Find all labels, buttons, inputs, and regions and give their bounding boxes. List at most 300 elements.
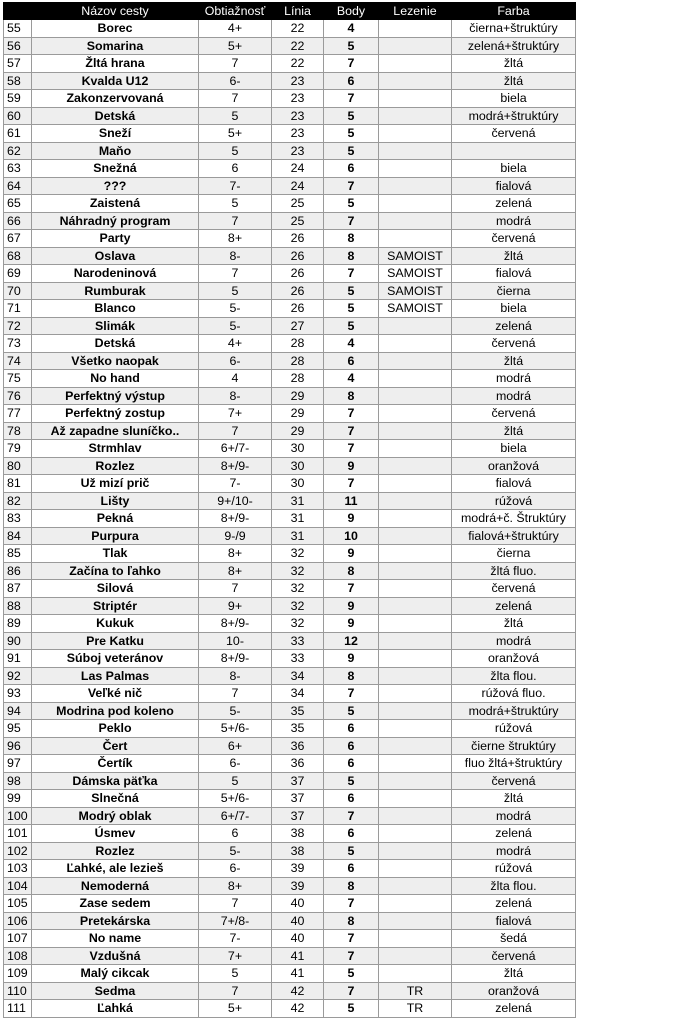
climbing-cell — [379, 387, 452, 405]
row-spacer — [576, 877, 686, 895]
points-cell: 9 — [324, 510, 379, 528]
route-name-cell: Dámska päťka — [32, 772, 199, 790]
row-spacer — [576, 90, 686, 108]
route-id-cell: 76 — [4, 387, 32, 405]
difficulty-cell: 6- — [199, 860, 272, 878]
line-cell: 27 — [272, 317, 324, 335]
points-cell: 5 — [324, 842, 379, 860]
climbing-cell — [379, 912, 452, 930]
route-id-cell: 99 — [4, 790, 32, 808]
color-cell: rúžová — [452, 860, 576, 878]
color-cell: žltá — [452, 615, 576, 633]
climbing-cell — [379, 545, 452, 563]
color-cell: zelená — [452, 825, 576, 843]
route-name-cell: Perfektný zostup — [32, 405, 199, 423]
table-row — [4, 37, 686, 55]
route-name-cell: Somarina — [32, 37, 199, 55]
points-cell: 4 — [324, 335, 379, 353]
climbing-cell — [379, 667, 452, 685]
color-cell: oranžová — [452, 982, 576, 1000]
table-row — [4, 790, 686, 808]
route-name-cell: Oslava — [32, 247, 199, 265]
points-cell: 5 — [324, 195, 379, 213]
difficulty-cell: 8- — [199, 667, 272, 685]
color-cell: modrá — [452, 807, 576, 825]
route-name-cell: Všetko naopak — [32, 352, 199, 370]
route-id-cell: 70 — [4, 282, 32, 300]
difficulty-cell: 5+ — [199, 1000, 272, 1018]
route-name-cell: Pretekárska — [32, 912, 199, 930]
difficulty-cell: 7 — [199, 895, 272, 913]
climbing-cell — [379, 877, 452, 895]
route-name-cell: Purpura — [32, 527, 199, 545]
row-spacer — [576, 685, 686, 703]
color-cell: červená — [452, 947, 576, 965]
route-id-cell: 90 — [4, 632, 32, 650]
table-row — [4, 720, 686, 738]
route-name-cell: Úsmev — [32, 825, 199, 843]
line-cell: 38 — [272, 825, 324, 843]
climbing-cell — [379, 510, 452, 528]
line-cell: 36 — [272, 755, 324, 773]
color-cell: biela — [452, 300, 576, 318]
points-cell: 6 — [324, 860, 379, 878]
climbing-cell — [379, 317, 452, 335]
route-name-cell: Ľahké, ale lezieš — [32, 860, 199, 878]
points-cell: 7 — [324, 947, 379, 965]
table-row — [4, 702, 686, 720]
table-row — [4, 20, 686, 38]
color-cell: žltá — [452, 72, 576, 90]
climbing-cell — [379, 142, 452, 160]
climbing-cell: SAMOIST — [379, 282, 452, 300]
color-cell: zelená — [452, 597, 576, 615]
difficulty-cell: 8+ — [199, 562, 272, 580]
row-spacer — [576, 545, 686, 563]
route-id-cell: 89 — [4, 615, 32, 633]
route-name-cell: Zase sedem — [32, 895, 199, 913]
route-name-cell: Rozlez — [32, 842, 199, 860]
difficulty-cell: 7 — [199, 265, 272, 283]
difficulty-cell: 6- — [199, 755, 272, 773]
points-cell: 8 — [324, 562, 379, 580]
points-cell: 5 — [324, 125, 379, 143]
table-row — [4, 422, 686, 440]
line-cell: 24 — [272, 160, 324, 178]
difficulty-cell: 8+ — [199, 230, 272, 248]
route-id-cell: 87 — [4, 580, 32, 598]
row-spacer — [576, 212, 686, 230]
difficulty-cell: 8- — [199, 387, 272, 405]
points-cell: 6 — [324, 825, 379, 843]
difficulty-cell: 10- — [199, 632, 272, 650]
route-name-cell: Sneží — [32, 125, 199, 143]
row-spacer — [576, 195, 686, 213]
points-cell: 7 — [324, 982, 379, 1000]
color-cell: fialová+štruktúry — [452, 527, 576, 545]
climbing-cell — [379, 720, 452, 738]
route-name-cell: Veľké nič — [32, 685, 199, 703]
route-name-cell: Party — [32, 230, 199, 248]
difficulty-cell: 4+ — [199, 335, 272, 353]
points-cell: 7 — [324, 440, 379, 458]
row-spacer — [576, 387, 686, 405]
route-id-cell: 56 — [4, 37, 32, 55]
line-cell: 26 — [272, 282, 324, 300]
route-id-cell: 84 — [4, 527, 32, 545]
points-cell: 9 — [324, 615, 379, 633]
line-cell: 22 — [272, 55, 324, 73]
header-line: Línia — [272, 3, 324, 20]
table-row — [4, 142, 686, 160]
table-row — [4, 597, 686, 615]
color-cell: fialová — [452, 265, 576, 283]
color-cell: zelená — [452, 195, 576, 213]
difficulty-cell: 7 — [199, 580, 272, 598]
line-cell: 33 — [272, 632, 324, 650]
row-spacer — [576, 825, 686, 843]
route-id-cell: 110 — [4, 982, 32, 1000]
line-cell: 36 — [272, 737, 324, 755]
difficulty-cell: 8+ — [199, 877, 272, 895]
row-spacer — [576, 370, 686, 388]
climbing-cell — [379, 405, 452, 423]
difficulty-cell: 8+/9- — [199, 615, 272, 633]
table-row — [4, 387, 686, 405]
table-row — [4, 807, 686, 825]
route-name-cell: Modrina pod koleno — [32, 702, 199, 720]
line-cell: 33 — [272, 650, 324, 668]
line-cell: 22 — [272, 20, 324, 38]
table-row — [4, 650, 686, 668]
route-name-cell: Čert — [32, 737, 199, 755]
row-spacer — [576, 720, 686, 738]
color-cell: modrá+štruktúry — [452, 107, 576, 125]
difficulty-cell: 9+/10- — [199, 492, 272, 510]
line-cell: 29 — [272, 387, 324, 405]
route-id-cell: 104 — [4, 877, 32, 895]
row-spacer — [576, 265, 686, 283]
climbing-cell — [379, 20, 452, 38]
color-cell: čierna+štruktúry — [452, 20, 576, 38]
points-cell: 7 — [324, 55, 379, 73]
row-spacer — [576, 440, 686, 458]
row-spacer — [576, 930, 686, 948]
color-cell: modrá — [452, 632, 576, 650]
route-id-cell: 88 — [4, 597, 32, 615]
row-spacer — [576, 895, 686, 913]
points-cell: 7 — [324, 685, 379, 703]
table-row — [4, 545, 686, 563]
table-row — [4, 632, 686, 650]
line-cell: 25 — [272, 212, 324, 230]
difficulty-cell: 8+/9- — [199, 457, 272, 475]
climbing-cell — [379, 597, 452, 615]
color-cell: modrá+štruktúry — [452, 702, 576, 720]
table-row — [4, 300, 686, 318]
route-id-cell: 66 — [4, 212, 32, 230]
route-name-cell: Detská — [32, 107, 199, 125]
difficulty-cell: 7- — [199, 177, 272, 195]
header-color: Farba — [452, 3, 576, 20]
route-id-cell: 78 — [4, 422, 32, 440]
line-cell: 40 — [272, 895, 324, 913]
color-cell: žltá — [452, 422, 576, 440]
row-spacer — [576, 737, 686, 755]
route-name-cell: Sedma — [32, 982, 199, 1000]
route-id-cell: 63 — [4, 160, 32, 178]
header-id — [4, 3, 32, 20]
route-name-cell: Žltá hrana — [32, 55, 199, 73]
route-name-cell: Perfektný výstup — [32, 387, 199, 405]
route-name-cell: Slnečná — [32, 790, 199, 808]
color-cell: modrá — [452, 370, 576, 388]
route-id-cell: 83 — [4, 510, 32, 528]
line-cell: 35 — [272, 702, 324, 720]
points-cell: 5 — [324, 772, 379, 790]
table-row — [4, 457, 686, 475]
color-cell: žltá — [452, 247, 576, 265]
line-cell: 37 — [272, 807, 324, 825]
difficulty-cell: 9+ — [199, 597, 272, 615]
points-cell: 5 — [324, 37, 379, 55]
difficulty-cell: 6+/7- — [199, 440, 272, 458]
route-id-cell: 57 — [4, 55, 32, 73]
route-id-cell: 109 — [4, 965, 32, 983]
difficulty-cell: 6+/7- — [199, 807, 272, 825]
line-cell: 32 — [272, 545, 324, 563]
difficulty-cell: 5+ — [199, 37, 272, 55]
route-id-cell: 65 — [4, 195, 32, 213]
route-name-cell: Maňo — [32, 142, 199, 160]
row-spacer — [576, 282, 686, 300]
points-cell: 7 — [324, 265, 379, 283]
difficulty-cell: 7 — [199, 685, 272, 703]
difficulty-cell: 5 — [199, 107, 272, 125]
line-cell: 23 — [272, 125, 324, 143]
color-cell: fialová — [452, 475, 576, 493]
points-cell: 8 — [324, 912, 379, 930]
line-cell: 37 — [272, 790, 324, 808]
route-name-cell: Nemoderná — [32, 877, 199, 895]
color-cell: zelená — [452, 317, 576, 335]
climbing-cell — [379, 527, 452, 545]
climbing-cell — [379, 737, 452, 755]
points-cell: 5 — [324, 965, 379, 983]
route-id-cell: 105 — [4, 895, 32, 913]
row-spacer — [576, 1000, 686, 1018]
color-cell: šedá — [452, 930, 576, 948]
table-row — [4, 440, 686, 458]
route-id-cell: 111 — [4, 1000, 32, 1018]
points-cell: 7 — [324, 930, 379, 948]
table-row — [4, 615, 686, 633]
difficulty-cell: 5 — [199, 195, 272, 213]
route-name-cell: Malý cikcak — [32, 965, 199, 983]
table-row — [4, 877, 686, 895]
line-cell: 23 — [272, 107, 324, 125]
color-cell: zelená+štruktúry — [452, 37, 576, 55]
color-cell: červená — [452, 405, 576, 423]
line-cell: 22 — [272, 37, 324, 55]
line-cell: 30 — [272, 457, 324, 475]
table-row — [4, 405, 686, 423]
route-name-cell: Ľahká — [32, 1000, 199, 1018]
line-cell: 42 — [272, 1000, 324, 1018]
table-row — [4, 230, 686, 248]
table-row — [4, 212, 686, 230]
route-name-cell: Vzdušná — [32, 947, 199, 965]
points-cell: 6 — [324, 790, 379, 808]
color-cell: fluo žltá+štruktúry — [452, 755, 576, 773]
line-cell: 41 — [272, 965, 324, 983]
route-name-cell: Strmhlav — [32, 440, 199, 458]
table-row — [4, 860, 686, 878]
header-row — [4, 3, 686, 20]
row-spacer — [576, 247, 686, 265]
row-spacer — [576, 982, 686, 1000]
row-spacer — [576, 352, 686, 370]
route-id-cell: 108 — [4, 947, 32, 965]
climbing-cell — [379, 422, 452, 440]
climbing-cell — [379, 650, 452, 668]
points-cell: 8 — [324, 667, 379, 685]
table-row — [4, 510, 686, 528]
table-row — [4, 895, 686, 913]
line-cell: 31 — [272, 492, 324, 510]
line-cell: 23 — [272, 72, 324, 90]
line-cell: 32 — [272, 562, 324, 580]
climbing-cell — [379, 562, 452, 580]
route-name-cell: Kvalda U12 — [32, 72, 199, 90]
line-cell: 24 — [272, 177, 324, 195]
route-id-cell: 64 — [4, 177, 32, 195]
climbing-cell — [379, 335, 452, 353]
line-cell: 26 — [272, 230, 324, 248]
route-id-cell: 92 — [4, 667, 32, 685]
route-id-cell: 103 — [4, 860, 32, 878]
table-row — [4, 352, 686, 370]
route-name-cell: Lišty — [32, 492, 199, 510]
table-row — [4, 842, 686, 860]
route-id-cell: 60 — [4, 107, 32, 125]
route-id-cell: 58 — [4, 72, 32, 90]
climbing-cell — [379, 825, 452, 843]
route-id-cell: 102 — [4, 842, 32, 860]
climbing-cell — [379, 860, 452, 878]
line-cell: 26 — [272, 265, 324, 283]
table-row — [4, 72, 686, 90]
climbing-cell — [379, 895, 452, 913]
climbing-cell — [379, 230, 452, 248]
route-name-cell: Tlak — [32, 545, 199, 563]
difficulty-cell: 5 — [199, 965, 272, 983]
row-spacer — [576, 405, 686, 423]
difficulty-cell: 6 — [199, 825, 272, 843]
difficulty-cell: 6+ — [199, 737, 272, 755]
route-id-cell: 91 — [4, 650, 32, 668]
route-id-cell: 97 — [4, 755, 32, 773]
route-id-cell: 74 — [4, 352, 32, 370]
difficulty-cell: 8- — [199, 247, 272, 265]
table-row — [4, 580, 686, 598]
row-spacer — [576, 475, 686, 493]
route-id-cell: 73 — [4, 335, 32, 353]
table-row — [4, 125, 686, 143]
table-row — [4, 825, 686, 843]
route-id-cell: 62 — [4, 142, 32, 160]
line-cell: 23 — [272, 90, 324, 108]
row-spacer — [576, 615, 686, 633]
table-row — [4, 527, 686, 545]
points-cell: 5 — [324, 702, 379, 720]
difficulty-cell: 7 — [199, 982, 272, 1000]
climbing-cell: TR — [379, 1000, 452, 1018]
line-cell: 39 — [272, 877, 324, 895]
row-spacer — [576, 860, 686, 878]
line-cell: 31 — [272, 527, 324, 545]
difficulty-cell: 5- — [199, 842, 272, 860]
line-cell: 34 — [272, 685, 324, 703]
difficulty-cell: 7 — [199, 422, 272, 440]
line-cell: 37 — [272, 772, 324, 790]
header-points: Body — [324, 3, 379, 20]
points-cell: 6 — [324, 720, 379, 738]
route-id-cell: 96 — [4, 737, 32, 755]
route-name-cell: Pre Katku — [32, 632, 199, 650]
row-spacer — [576, 580, 686, 598]
route-name-cell: Zakonzervovaná — [32, 90, 199, 108]
points-cell: 6 — [324, 755, 379, 773]
difficulty-cell: 5- — [199, 317, 272, 335]
route-id-cell: 101 — [4, 825, 32, 843]
climbing-cell — [379, 55, 452, 73]
line-cell: 25 — [272, 195, 324, 213]
route-id-cell: 59 — [4, 90, 32, 108]
line-cell: 32 — [272, 580, 324, 598]
row-spacer — [576, 912, 686, 930]
table-header — [4, 3, 686, 20]
points-cell: 6 — [324, 737, 379, 755]
climbing-cell — [379, 352, 452, 370]
row-spacer — [576, 125, 686, 143]
difficulty-cell: 8+ — [199, 545, 272, 563]
difficulty-cell: 6- — [199, 72, 272, 90]
row-spacer — [576, 20, 686, 38]
route-id-cell: 71 — [4, 300, 32, 318]
table-row — [4, 195, 686, 213]
difficulty-cell: 7 — [199, 90, 272, 108]
route-id-cell: 82 — [4, 492, 32, 510]
row-spacer — [576, 422, 686, 440]
line-cell: 26 — [272, 300, 324, 318]
table-row — [4, 1000, 686, 1018]
color-cell: fialová — [452, 912, 576, 930]
route-name-cell: Borec — [32, 20, 199, 38]
points-cell: 7 — [324, 405, 379, 423]
difficulty-cell: 7- — [199, 475, 272, 493]
line-cell: 23 — [272, 142, 324, 160]
route-name-cell: No hand — [32, 370, 199, 388]
row-spacer — [576, 142, 686, 160]
climbing-cell — [379, 580, 452, 598]
points-cell: 9 — [324, 650, 379, 668]
difficulty-cell: 5- — [199, 300, 272, 318]
route-id-cell: 94 — [4, 702, 32, 720]
climbing-cell — [379, 492, 452, 510]
points-cell: 10 — [324, 527, 379, 545]
climbing-cell — [379, 790, 452, 808]
